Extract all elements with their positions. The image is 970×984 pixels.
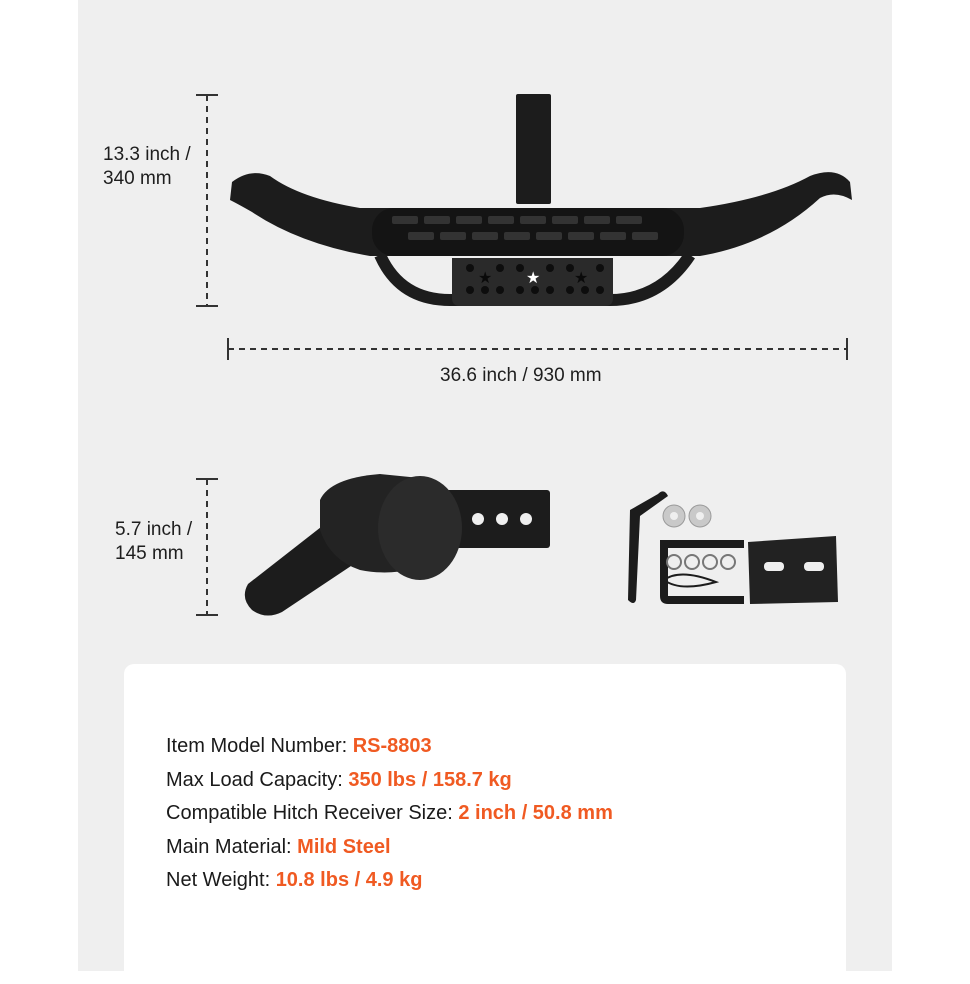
hardware-kit (628, 491, 838, 604)
length-dimension-line (228, 338, 847, 360)
spec-value: 2 inch / 50.8 mm (458, 802, 613, 824)
svg-text:★: ★ (478, 268, 493, 287)
spec-label: Main Material: (166, 835, 298, 858)
side-height-imperial: 5.7 inch / (115, 519, 193, 540)
side-height-metric: 145 mm (115, 543, 184, 564)
height-dimension-line (196, 95, 218, 306)
spec-label: Item Model Number: (166, 735, 353, 757)
spec-row-net-weight (166, 864, 613, 898)
side-height-dimension-line (196, 479, 218, 615)
hitch-step-side-view (245, 474, 550, 616)
height-dimension-metric: 340 mm (103, 168, 172, 189)
spec-row-material (166, 831, 613, 865)
spec-row-receiver-size (166, 797, 613, 831)
spec-row-model-number (166, 730, 613, 764)
spec-label: Max Load Capacity: (166, 768, 349, 791)
height-dimension-imperial: 13.3 inch / (103, 144, 191, 165)
spec-row-max-load (166, 764, 613, 798)
spec-value: 10.8 lbs / 4.9 kg (275, 869, 423, 891)
specifications-list (166, 730, 613, 898)
length-dimension-text: 36.6 inch / 930 mm (440, 365, 602, 386)
spec-label: Net Weight: (166, 869, 276, 891)
spec-value: RS-8803 (352, 735, 432, 757)
spec-label: Compatible Hitch Receiver Size: (166, 802, 459, 824)
spec-value: Mild Steel (297, 835, 391, 858)
hitch-step-front-view (230, 94, 852, 306)
svg-text:★: ★ (526, 268, 541, 287)
spec-value: 350 lbs / 158.7 kg (348, 768, 512, 791)
svg-text:★: ★ (574, 268, 589, 287)
